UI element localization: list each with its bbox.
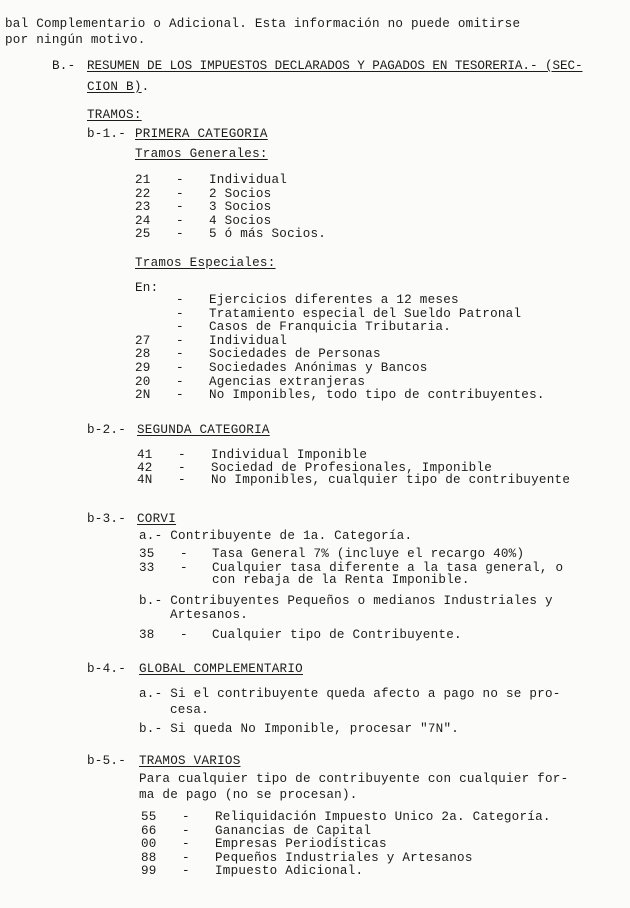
row-code: 42 bbox=[137, 460, 153, 475]
row-text: 5 ó más Socios. bbox=[209, 227, 327, 242]
row-text: Reliquidación Impuesto Unico 2a. Categoría. bbox=[215, 810, 551, 824]
b5-label: b-5.- bbox=[87, 754, 127, 768]
row-dash: - bbox=[176, 347, 184, 362]
section-b-prefix: B.- bbox=[52, 59, 76, 73]
row-code: 99 bbox=[141, 864, 157, 879]
b3-label: b-3.- bbox=[87, 512, 127, 526]
row-text: Pequeños Industriales y Artesanos bbox=[215, 850, 473, 865]
row-text: Sociedades Anónimas y Bancos bbox=[209, 361, 428, 375]
row-code: 66 bbox=[141, 823, 157, 838]
row-text: No Imponibles, todo tipo de contribuyentes. bbox=[209, 388, 545, 403]
b3-a-item-continuation: con rebaja de la Renta Imponible. bbox=[212, 573, 470, 587]
row-code: 28 bbox=[135, 347, 151, 362]
b1-title: PRIMERA CATEGORIA bbox=[135, 127, 268, 141]
row-dash: - bbox=[178, 448, 186, 462]
row-code: 23 bbox=[135, 200, 151, 215]
row-dash: - bbox=[176, 293, 184, 307]
row-dash: - bbox=[176, 173, 184, 187]
b1-en-label: En: bbox=[135, 281, 159, 295]
section-b-title-line-2 bbox=[87, 80, 149, 94]
row-text: Cualquier tipo de Contribuyente. bbox=[212, 628, 462, 642]
b2-title: SEGUNDA CATEGORIA bbox=[137, 423, 270, 437]
row-code: 41 bbox=[137, 448, 153, 462]
b1-label: b-1.- bbox=[87, 127, 127, 141]
row-dash: - bbox=[182, 823, 190, 838]
b4-a-line-2: cesa. bbox=[170, 703, 210, 717]
row-text: Individual Imponible bbox=[211, 448, 368, 462]
row-code: 25 bbox=[135, 227, 151, 242]
row-dash: - bbox=[182, 864, 190, 879]
b3-b-text-line-1: b.- Contribuyentes Pequeños o medianos Industriales y bbox=[139, 594, 553, 608]
b4-b-line: b.- Si queda No Imponible, procesar "7N". bbox=[139, 722, 460, 736]
row-code: 22 bbox=[135, 186, 151, 201]
row-text: 3 Socios bbox=[209, 200, 272, 215]
row-dash: - bbox=[176, 388, 184, 403]
row-text: 2 Socios bbox=[209, 186, 272, 201]
row-code: 27 bbox=[135, 333, 151, 348]
row-code: 4N bbox=[137, 473, 153, 487]
row-text: Cualquier tasa diferente a la tasa general, o bbox=[212, 561, 564, 575]
row-code: 00 bbox=[141, 837, 157, 852]
tramos-heading: TRAMOS: bbox=[87, 108, 142, 122]
row-code: 38 bbox=[139, 628, 155, 642]
row-text: No Imponibles, cualquier tipo de contribuyente bbox=[211, 473, 571, 487]
b4-label: b-4.- bbox=[87, 662, 127, 676]
intro-line-1: bal Complementario o Adicional. Esta información no puede omitirse bbox=[5, 17, 521, 31]
row-code: 55 bbox=[141, 810, 157, 824]
row-text: Individual bbox=[209, 173, 288, 187]
row-dash: - bbox=[176, 361, 184, 375]
row-text: Casos de Franquicia Tributaria. bbox=[209, 320, 452, 335]
row-text: Sociedad de Profesionales, Imponible bbox=[211, 460, 493, 475]
row-code: 20 bbox=[135, 374, 151, 389]
b2-label: b-2.- bbox=[87, 423, 127, 437]
row-dash: - bbox=[176, 306, 184, 321]
row-dash: - bbox=[182, 850, 190, 865]
row-dash: - bbox=[176, 333, 184, 348]
b4-title: GLOBAL COMPLEMENTARIO bbox=[139, 662, 303, 676]
b3-b-text-line-2: Artesanos. bbox=[170, 608, 249, 622]
row-text: Individual bbox=[209, 333, 288, 348]
b5-para-line-2: ma de pago (no se procesan). bbox=[139, 788, 358, 802]
row-text: Sociedades de Personas bbox=[209, 347, 381, 362]
row-dash: - bbox=[176, 200, 184, 215]
row-dash: - bbox=[182, 837, 190, 852]
row-code: 21 bbox=[135, 173, 151, 187]
b1-especiales-heading: Tramos Especiales: bbox=[135, 256, 276, 270]
row-text: Ejercicios diferentes a 12 meses bbox=[209, 293, 459, 307]
row-code: 24 bbox=[135, 213, 151, 228]
row-dash: - bbox=[176, 320, 184, 335]
row-text: Impuesto Adicional. bbox=[215, 864, 364, 879]
b3-a-text: a.- Contribuyente de 1a. Categoría. bbox=[139, 529, 413, 543]
row-dash: - bbox=[180, 561, 188, 575]
row-dash: - bbox=[180, 547, 188, 561]
row-text: Empresas Periodísticas bbox=[215, 837, 387, 852]
row-code: 88 bbox=[141, 850, 157, 865]
b1-generales-heading: Tramos Generales: bbox=[135, 147, 268, 161]
b5-title: TRAMOS VARIOS bbox=[139, 754, 241, 768]
row-text: Tasa General 7% (incluye el recargo 40%) bbox=[212, 547, 525, 561]
b5-para-line-1: Para cualquier tipo de contribuyente con cualquier for- bbox=[139, 772, 569, 786]
row-dash: - bbox=[182, 810, 190, 824]
row-dash: - bbox=[178, 473, 186, 487]
row-dash: - bbox=[176, 227, 184, 242]
section-b-title-line-2-tail: . bbox=[141, 80, 150, 94]
row-code: 2N bbox=[135, 388, 151, 403]
section-b-title-line-2-underlined: CION B) bbox=[87, 80, 142, 94]
row-text: 4 Socios bbox=[209, 213, 272, 228]
intro-line-2: por ningún motivo. bbox=[5, 33, 146, 47]
row-dash: - bbox=[180, 628, 188, 642]
row-dash: - bbox=[176, 186, 184, 201]
row-code: 29 bbox=[135, 361, 151, 375]
row-dash: - bbox=[178, 460, 186, 475]
row-code: 33 bbox=[139, 561, 155, 575]
row-text: Ganancias de Capital bbox=[215, 823, 372, 838]
row-text: Tratamiento especial del Sueldo Patronal bbox=[209, 306, 522, 321]
b3-title: CORVI bbox=[137, 512, 177, 526]
row-dash: - bbox=[176, 374, 184, 389]
row-dash: - bbox=[176, 213, 184, 228]
section-b-title-line-1: RESUMEN DE LOS IMPUESTOS DECLARADOS Y PAGADOS EN TESORERIA.- (SEC- bbox=[87, 59, 583, 73]
row-text: Agencias extranjeras bbox=[209, 374, 366, 389]
b4-a-line-1: a.- Si el contribuyente queda afecto a pago no se pro- bbox=[139, 687, 561, 701]
row-code: 35 bbox=[139, 547, 155, 561]
